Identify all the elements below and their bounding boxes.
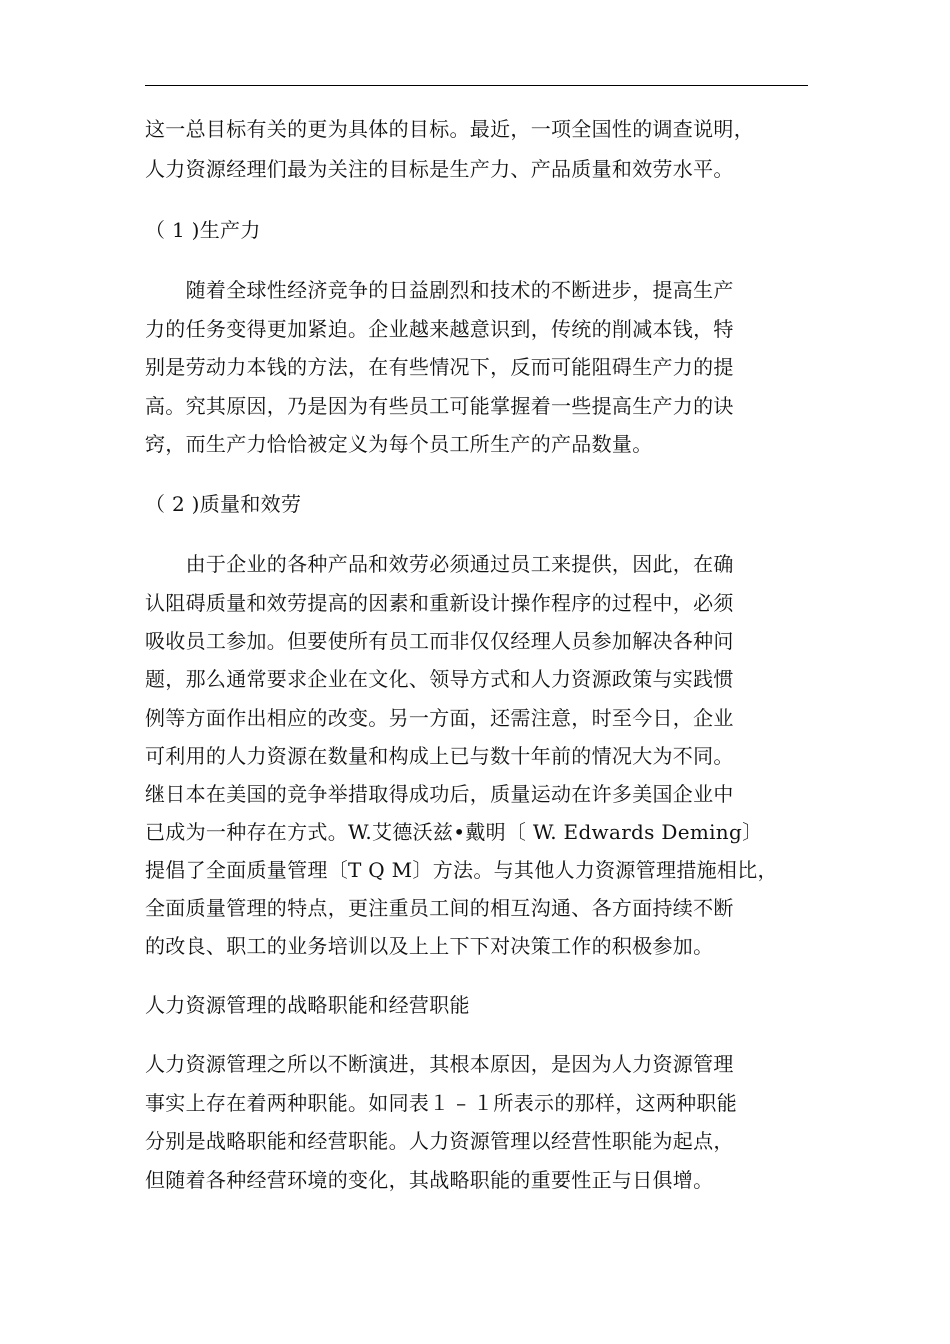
body-line-10: 吸收员工参加。但要使所有员工而非仅仅经理人员参加解决各种问 (145, 629, 734, 653)
body-line-11: 题，那么通常要求企业在文化、领导方式和人力资源政策与实践惯 (145, 667, 734, 691)
body-line-2: 人力资源经理们最为关注的目标是生产力、产品质量和效劳水平。 (145, 157, 734, 181)
body-line-18: 的改良、职工的业务培训以及上上下下对决策工作的积极参加。 (145, 934, 714, 958)
body-line-3: 随着全球性经济竞争的日益剧烈和技术的不断进步，提高生产 (145, 278, 734, 302)
body-line-6: 高。究其原因，乃是因为有些员工可能掌握着一些提高生产力的诀 (145, 394, 734, 418)
body-line-21: 分别是战略职能和经营职能。人力资源管理以经营性职能为起点， (145, 1129, 734, 1153)
body-line-16: 提倡了全面质量管理〔T Q M〕方法。与其他人力资源管理措施相比， (145, 858, 778, 882)
body-line-8: 由于企业的各种产品和效劳必须通过员工来提供，因此，在确 (145, 552, 734, 576)
body-line-17: 全面质量管理的特点，更注重员工间的相互沟通、各方面持续不断 (145, 896, 734, 920)
section-heading-productivity: （ 1 )生产力 (145, 218, 261, 242)
body-line-20: 事实上存在着两种职能。如同表１ – １所表示的那样，这两种职能 (145, 1091, 738, 1115)
body-line-12: 例等方面作出相应的改变。另一方面，还需注意，时至今日，企业 (145, 706, 734, 730)
body-line-9: 认阻碍质量和效劳提高的因素和重新设计操作程序的过程中，必须 (145, 591, 734, 615)
section-heading-functions: 人力资源管理的战略职能和经营职能 (145, 993, 470, 1017)
body-line-5: 别是劳动力本钱的方法，在有些情况下，反而可能阻碍生产力的提 (145, 355, 734, 379)
body-line-13: 可利用的人力资源在数量和构成上已与数十年前的情况大为不同。 (145, 744, 734, 768)
body-line-19: 人力资源管理之所以不断演进，其根本原因，是因为人力资源管理 (145, 1052, 734, 1076)
section-heading-quality: （ 2 )质量和效劳 (145, 492, 302, 516)
body-line-4: 力的任务变得更加紧迫。企业越来越意识到，传统的削减本钱，特 (145, 317, 734, 341)
body-line-22: 但随着各种经营环境的变化，其战略职能的重要性正与日俱增。 (145, 1168, 714, 1192)
body-line-14: 继日本在美国的竞争举措取得成功后，质量运动在许多美国企业中 (145, 782, 734, 806)
body-line-1: 这一总目标有关的更为具体的目标。最近，一项全国性的调查说明， (145, 117, 754, 141)
body-line-7: 窍，而生产力恰恰被定义为每个员工所生产的产品数量。 (145, 432, 653, 456)
body-line-15: 已成为一种存在方式。W.艾德沃兹•戴明〔 W. Edwards Deming〕 (145, 820, 763, 844)
header-rule (145, 85, 808, 86)
